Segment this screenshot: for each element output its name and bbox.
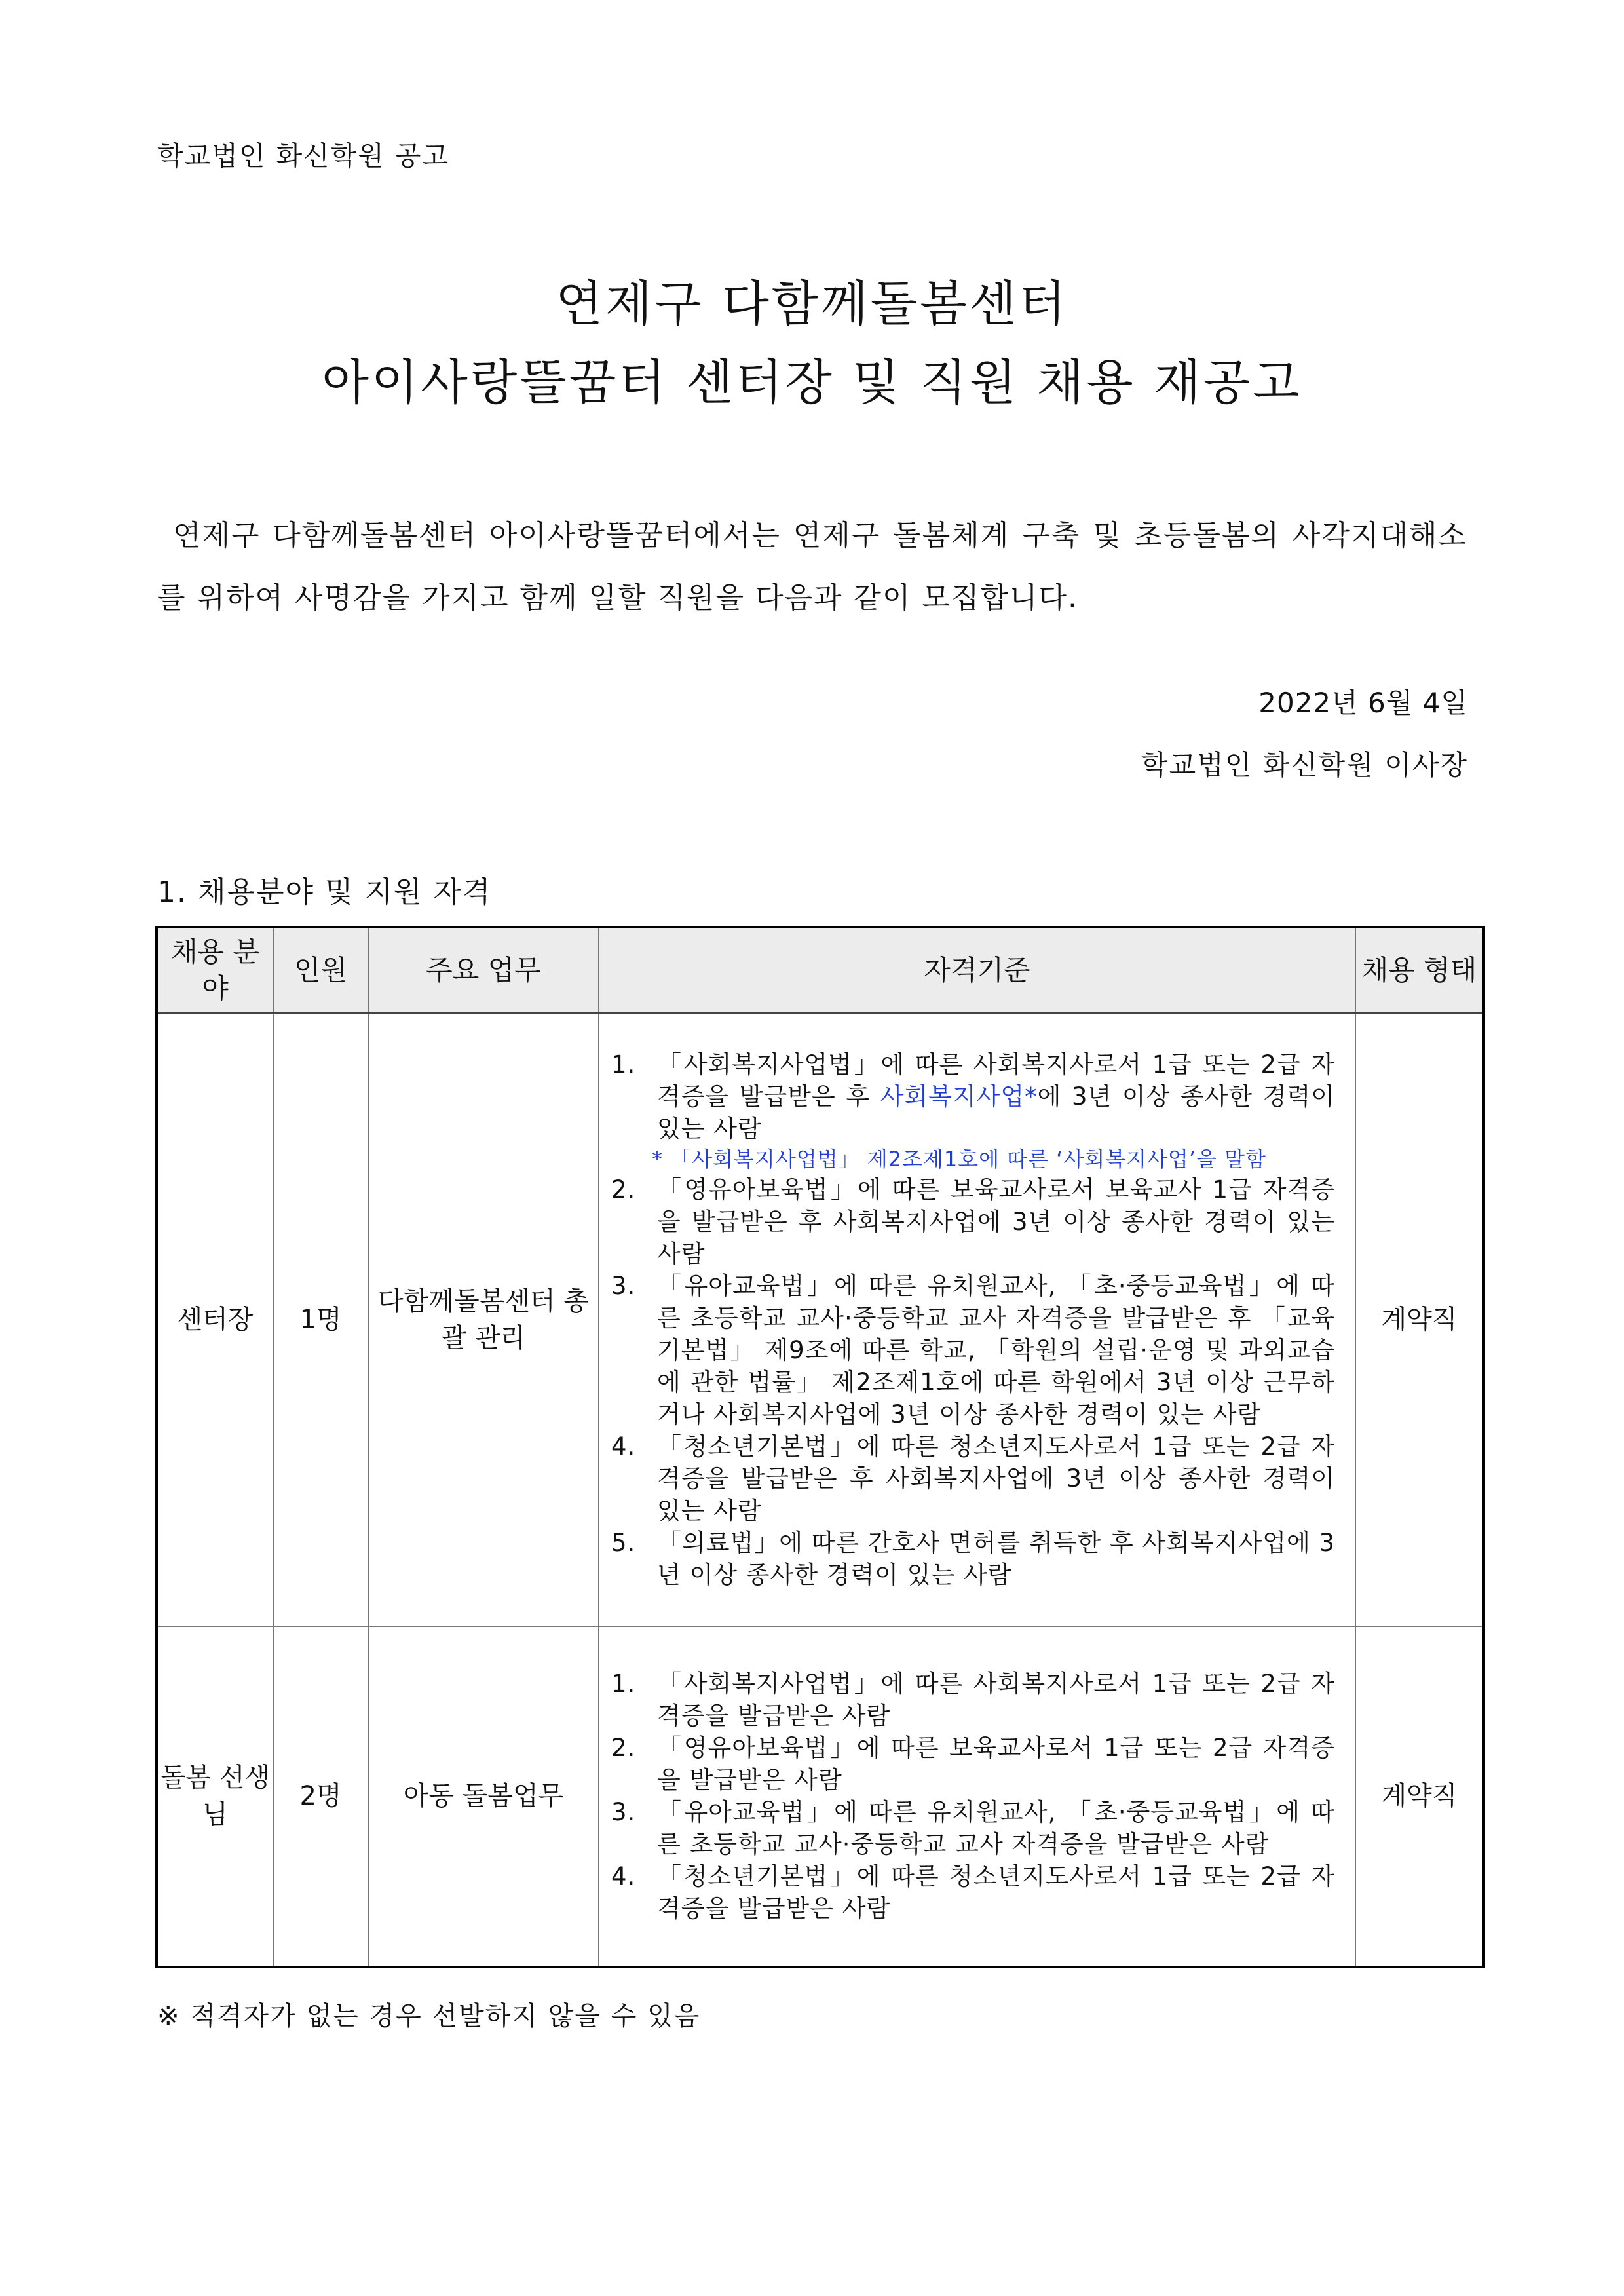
cell-criteria [599,1626,1355,1967]
criteria-highlight: 사회복지사업* [880,1082,1038,1111]
criteria-text [657,1732,1335,1796]
criteria-item [606,1796,1335,1860]
criteria-text-part: 에 3년 이상 종사한 경력이 있는 사람 [657,1082,1335,1143]
table-row [157,1626,1484,1967]
cell-criteria [599,1014,1355,1626]
criteria-text [657,1048,1335,1145]
cell-count: 2명 [273,1626,368,1967]
header-criteria: 자격기준 [599,927,1355,1014]
criteria-text-part: 「사회복지사업법」에 따른 사회복지사로서 1급 또는 2급 자격증을 발급받은 후 [657,1050,1335,1111]
criteria-text [657,1860,1335,1924]
cell-duty: 다함께돌봄센터 총괄 관리 [368,1014,599,1626]
recruitment-table [155,926,1485,1968]
header-type: 채용 형태 [1355,927,1484,1014]
criteria-text [657,1430,1335,1527]
cell-field: 센터장 [157,1014,273,1626]
criteria-text [657,1527,1335,1591]
criteria-text-part: 「청소년기본법」에 따른 청소년지도사로서 1급 또는 2급 자격증을 발급받은 후 사회복지사업에 3년 이상 종사한 경력이 있는 사람 [657,1432,1335,1525]
criteria-number: 1. [611,1670,636,1698]
criteria-number: 2. [611,1734,636,1762]
criteria-text [657,1270,1335,1430]
notice-date: 2022년 6월 4일 [1258,687,1468,719]
header-duty: 주요 업무 [368,927,599,1014]
document-title-line2: 아이사랑뜰꿈터 센터장 및 직원 채용 재공고 [322,354,1302,411]
criteria-item [606,1732,1335,1796]
criteria-text-part: 「청소년기본법」에 따른 청소년지도사로서 1급 또는 2급 자격증을 발급받은 사람 [657,1862,1335,1923]
criteria-number: 3. [611,1798,636,1826]
criteria-number: 2. [611,1176,636,1204]
header-field: 채용 분야 [157,927,273,1014]
criteria-text-part: 「유아교육법」에 따른 유치원교사, 「초·중등교육법」에 따른 초등학교 교사·중등학교 교사 자격증을 발급받은 후 「교육기본법」 제9조에 따른 학교, 「학원의 설립·운영 및 과외교습에 관한 법률」 제2조제1호에 따른 학원에서 3년 이상 근무하거나 사회복지사업에 3년 이상 종사한 경력이 있는 사람 [657,1272,1335,1429]
footnote: ※ 적격자가 없는 경우 선발하지 않을 수 있음 [157,2001,701,2031]
criteria-note: * 「사회복지사업법」 제2조제1호에 따른 ‘사회복지사업’을 말함 [652,1147,1266,1172]
cell-field: 돌봄 선생님 [157,1626,273,1967]
criteria-number: 5. [611,1529,636,1558]
table-row [157,1014,1484,1626]
table-header-row [157,927,1484,1014]
criteria-text [657,1796,1335,1860]
criteria-text-part: 「의료법」에 따른 간호사 면허를 취득한 후 사회복지사업에 3년 이상 종사한 경력이 있는 사람 [657,1529,1335,1590]
cell-count: 1명 [273,1014,368,1626]
criteria-text [657,1668,1335,1732]
criteria-number: 4. [611,1432,636,1461]
cell-type: 계약직 [1355,1626,1484,1967]
intro-text: 연제구 다함께돌봄센터 아이사랑뜰꿈터에서는 연제구 돌봄체계 구축 및 초등돌봄의 사각지대해소를 위하여 사명감을 가지고 함께 일할 직원을 다음과 같이 모집합니다. [157,519,1467,615]
criteria-item [606,1527,1335,1591]
cell-duty: 아동 돌봄업무 [368,1626,599,1967]
criteria-item [606,1668,1335,1732]
criteria-number: 3. [611,1272,636,1301]
criteria-item [606,1860,1335,1924]
criteria-number: 1. [611,1050,636,1079]
cell-type: 계약직 [1355,1014,1484,1626]
notice-org-label: 학교법인 화신학원 공고 [157,140,450,172]
intro-paragraph [157,505,1467,629]
criteria-text [657,1174,1335,1270]
notice-signer: 학교법인 화신학원 이사장 [1141,749,1468,781]
section-heading: 1. 채용분야 및 지원 자격 [157,875,492,909]
criteria-item [606,1048,1335,1145]
header-count: 인원 [273,927,368,1014]
criteria-text-part: 「영유아보육법」에 따른 보육교사로서 1급 또는 2급 자격증을 발급받은 사람 [657,1734,1335,1794]
criteria-text-part: 「영유아보육법」에 따른 보육교사로서 보육교사 1급 자격증을 발급받은 후 사회복지사업에 3년 이상 종사한 경력이 있는 사람 [657,1176,1335,1269]
document-title-line1: 연제구 다함께돌봄센터 [556,276,1068,332]
criteria-item [606,1270,1335,1430]
criteria-item [606,1174,1335,1270]
criteria-item [606,1430,1335,1527]
criteria-text-part: 「유아교육법」에 따른 유치원교사, 「초·중등교육법」에 따른 초등학교 교사·중등학교 교사 자격증을 발급받은 사람 [657,1798,1335,1858]
criteria-text-part: 「사회복지사업법」에 따른 사회복지사로서 1급 또는 2급 자격증을 발급받은 사람 [657,1670,1335,1730]
criteria-number: 4. [611,1862,636,1890]
